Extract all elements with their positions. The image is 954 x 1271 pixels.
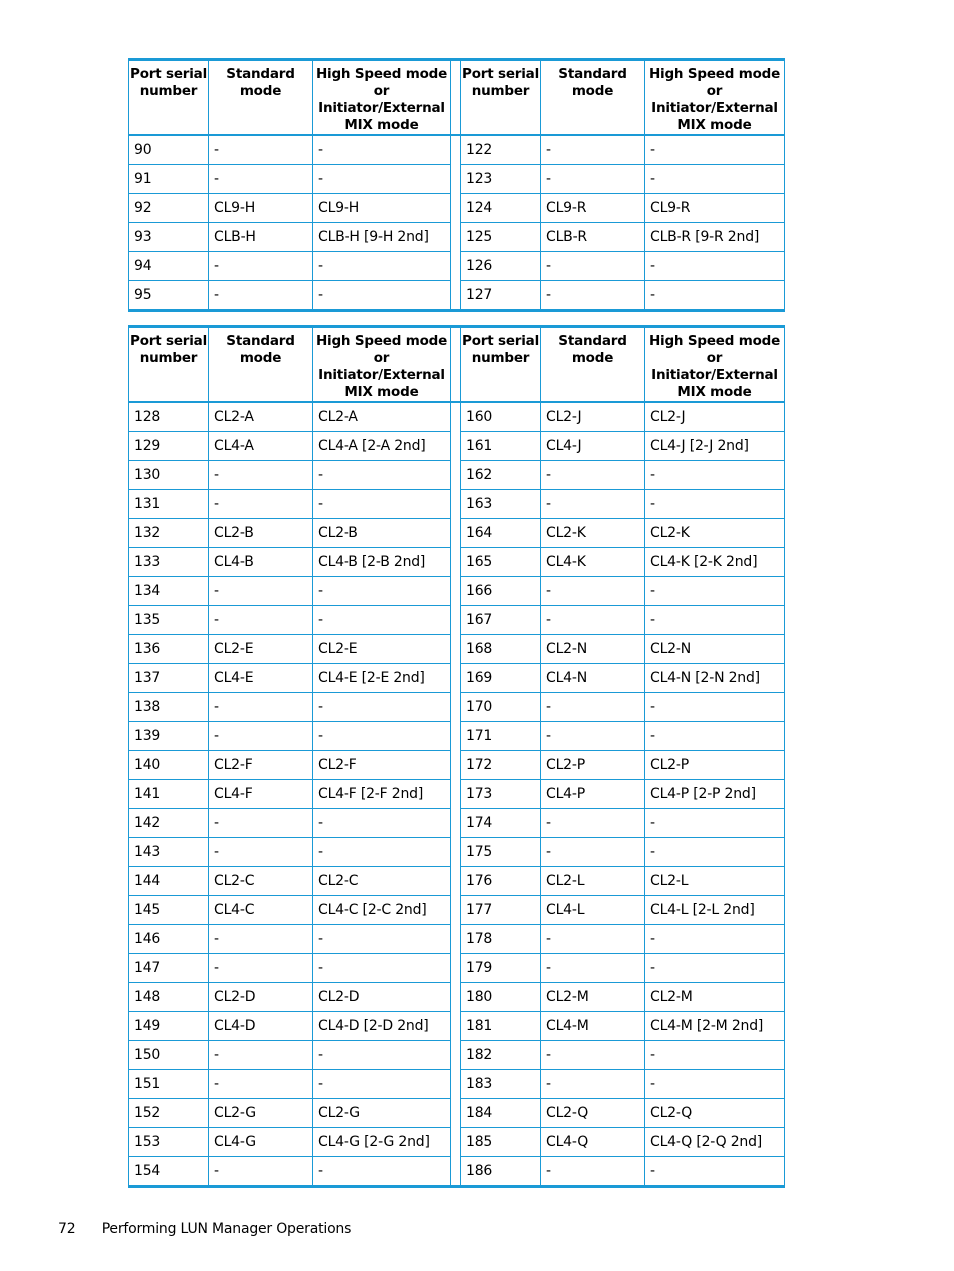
standard-mode-cell: CL2-D (209, 983, 313, 1012)
high-speed-mode-cell: CL4-G [2-G 2nd] (313, 1128, 451, 1157)
standard-mode-cell: CL2-E (209, 635, 313, 664)
standard-mode-cell: - (209, 693, 313, 722)
standard-mode-cell: - (541, 165, 645, 194)
port-serial-cell: 134 (129, 577, 209, 606)
column-gap (451, 461, 461, 490)
high-speed-mode-cell: CL9-R (645, 194, 785, 223)
high-speed-mode-cell: - (645, 925, 785, 954)
table-row (129, 896, 785, 925)
standard-mode-cell: - (541, 809, 645, 838)
table-row (129, 693, 785, 722)
high-speed-mode-cell: CL4-E [2-E 2nd] (313, 664, 451, 693)
port-serial-cell: 127 (461, 281, 541, 311)
high-speed-mode-cell: CL4-D [2-D 2nd] (313, 1012, 451, 1041)
table-row (129, 867, 785, 896)
high-speed-mode-cell: CL2-A (313, 402, 451, 432)
table-row (129, 548, 785, 577)
port-serial-cell: 94 (129, 252, 209, 281)
table-row (129, 432, 785, 461)
high-speed-mode-cell: CL4-C [2-C 2nd] (313, 896, 451, 925)
high-speed-mode-cell: CL2-E (313, 635, 451, 664)
port-serial-cell: 166 (461, 577, 541, 606)
standard-mode-cell: - (209, 1157, 313, 1187)
port-serial-cell: 165 (461, 548, 541, 577)
column-gap (451, 519, 461, 548)
column-gap (451, 606, 461, 635)
standard-mode-cell: - (541, 693, 645, 722)
high-speed-mode-cell: - (313, 838, 451, 867)
standard-mode-cell: - (209, 838, 313, 867)
header-port-serial-number: Port serial number (461, 327, 541, 403)
port-serial-cell: 162 (461, 461, 541, 490)
standard-mode-cell: - (209, 252, 313, 281)
port-serial-cell: 142 (129, 809, 209, 838)
standard-mode-cell: CL2-K (541, 519, 645, 548)
port-serial-cell: 163 (461, 490, 541, 519)
standard-mode-cell: CL4-M (541, 1012, 645, 1041)
port-serial-cell: 135 (129, 606, 209, 635)
standard-mode-cell: - (209, 1041, 313, 1070)
port-serial-cell: 186 (461, 1157, 541, 1187)
port-serial-cell: 181 (461, 1012, 541, 1041)
port-serial-cell: 154 (129, 1157, 209, 1187)
table-row (129, 490, 785, 519)
high-speed-mode-cell: - (313, 281, 451, 311)
column-gap (451, 577, 461, 606)
standard-mode-cell: - (209, 1070, 313, 1099)
column-gap (451, 402, 461, 432)
standard-mode-cell: - (209, 925, 313, 954)
high-speed-mode-cell: CL2-C (313, 867, 451, 896)
standard-mode-cell: - (541, 1070, 645, 1099)
column-gap (451, 1041, 461, 1070)
high-speed-mode-cell: CL4-J [2-J 2nd] (645, 432, 785, 461)
high-speed-mode-cell: CL2-N (645, 635, 785, 664)
column-gap (451, 838, 461, 867)
standard-mode-cell: CL2-C (209, 867, 313, 896)
standard-mode-cell: - (541, 1041, 645, 1070)
table-row (129, 281, 785, 311)
standard-mode-cell: - (209, 606, 313, 635)
standard-mode-cell: - (209, 954, 313, 983)
high-speed-mode-cell: CLB-R [9-R 2nd] (645, 223, 785, 252)
high-speed-mode-cell: CL2-L (645, 867, 785, 896)
page-number: 72 (58, 1221, 76, 1237)
standard-mode-cell: - (541, 1157, 645, 1187)
header-standard-mode: Standard mode (541, 327, 645, 403)
high-speed-mode-cell: - (645, 577, 785, 606)
high-speed-mode-cell: CL4-K [2-K 2nd] (645, 548, 785, 577)
column-gap (451, 693, 461, 722)
port-serial-cell: 147 (129, 954, 209, 983)
port-serial-cell: 122 (461, 135, 541, 165)
standard-mode-cell: - (541, 281, 645, 311)
high-speed-mode-cell: - (313, 490, 451, 519)
table-row (129, 577, 785, 606)
standard-mode-cell: CL4-C (209, 896, 313, 925)
port-serial-cell: 151 (129, 1070, 209, 1099)
column-gap (451, 809, 461, 838)
table-row (129, 252, 785, 281)
table-row (129, 722, 785, 751)
high-speed-mode-cell: - (645, 693, 785, 722)
column-gap (451, 1012, 461, 1041)
table-row (129, 780, 785, 809)
standard-mode-cell: CL2-B (209, 519, 313, 548)
port-serial-cell: 93 (129, 223, 209, 252)
standard-mode-cell: - (209, 722, 313, 751)
column-gap (451, 751, 461, 780)
port-serial-cell: 150 (129, 1041, 209, 1070)
port-serial-cell: 143 (129, 838, 209, 867)
high-speed-mode-cell: CL2-M (645, 983, 785, 1012)
standard-mode-cell: CL4-K (541, 548, 645, 577)
high-speed-mode-cell: CL2-D (313, 983, 451, 1012)
table-row (129, 983, 785, 1012)
port-mapping-table-2 (128, 325, 785, 1188)
standard-mode-cell: CLB-H (209, 223, 313, 252)
high-speed-mode-cell: CL4-N [2-N 2nd] (645, 664, 785, 693)
table-row (129, 402, 785, 432)
table-row (129, 751, 785, 780)
standard-mode-cell: CL9-H (209, 194, 313, 223)
standard-mode-cell: CL2-A (209, 402, 313, 432)
standard-mode-cell: CL9-R (541, 194, 645, 223)
port-serial-cell: 176 (461, 867, 541, 896)
port-serial-cell: 180 (461, 983, 541, 1012)
standard-mode-cell: - (209, 577, 313, 606)
port-serial-cell: 123 (461, 165, 541, 194)
port-serial-cell: 91 (129, 165, 209, 194)
table-row (129, 194, 785, 223)
column-gap (451, 867, 461, 896)
port-serial-cell: 172 (461, 751, 541, 780)
standard-mode-cell: CL4-L (541, 896, 645, 925)
column-gap (451, 135, 461, 165)
standard-mode-cell: CL4-E (209, 664, 313, 693)
header-port-serial-number: Port serial number (129, 327, 209, 403)
standard-mode-cell: - (209, 135, 313, 165)
port-serial-cell: 145 (129, 896, 209, 925)
column-gap (451, 1099, 461, 1128)
high-speed-mode-cell: CL2-F (313, 751, 451, 780)
port-serial-cell: 130 (129, 461, 209, 490)
port-serial-cell: 148 (129, 983, 209, 1012)
table-row (129, 1041, 785, 1070)
table-row (129, 1128, 785, 1157)
high-speed-mode-cell: CL4-F [2-F 2nd] (313, 780, 451, 809)
port-serial-cell: 177 (461, 896, 541, 925)
port-serial-cell: 169 (461, 664, 541, 693)
table-row (129, 664, 785, 693)
column-gap (451, 983, 461, 1012)
standard-mode-cell: CL4-B (209, 548, 313, 577)
port-serial-cell: 92 (129, 194, 209, 223)
port-serial-cell: 161 (461, 432, 541, 461)
column-gap (451, 281, 461, 311)
high-speed-mode-cell: - (313, 606, 451, 635)
table-row (129, 519, 785, 548)
high-speed-mode-cell: CL2-J (645, 402, 785, 432)
high-speed-mode-cell: - (313, 461, 451, 490)
high-speed-mode-cell: CL4-A [2-A 2nd] (313, 432, 451, 461)
high-speed-mode-cell: CL4-B [2-B 2nd] (313, 548, 451, 577)
standard-mode-cell: CL4-J (541, 432, 645, 461)
port-serial-cell: 140 (129, 751, 209, 780)
table-row (129, 954, 785, 983)
port-serial-cell: 132 (129, 519, 209, 548)
high-speed-mode-cell: - (645, 252, 785, 281)
high-speed-mode-cell: - (313, 1157, 451, 1187)
standard-mode-cell: - (209, 809, 313, 838)
port-serial-cell: 182 (461, 1041, 541, 1070)
standard-mode-cell: CL4-G (209, 1128, 313, 1157)
high-speed-mode-cell: CL2-P (645, 751, 785, 780)
table-row (129, 606, 785, 635)
standard-mode-cell: CL4-Q (541, 1128, 645, 1157)
header-standard-mode: Standard mode (541, 60, 645, 136)
column-gap (451, 223, 461, 252)
table-header-row (129, 327, 785, 403)
standard-mode-cell: - (209, 490, 313, 519)
port-serial-cell: 136 (129, 635, 209, 664)
standard-mode-cell: - (541, 606, 645, 635)
port-serial-cell: 131 (129, 490, 209, 519)
port-serial-cell: 144 (129, 867, 209, 896)
port-serial-cell: 174 (461, 809, 541, 838)
high-speed-mode-cell: CL4-M [2-M 2nd] (645, 1012, 785, 1041)
high-speed-mode-cell: CL2-K (645, 519, 785, 548)
high-speed-mode-cell: - (313, 135, 451, 165)
column-gap (451, 60, 461, 136)
port-serial-cell: 128 (129, 402, 209, 432)
high-speed-mode-cell: CL4-L [2-L 2nd] (645, 896, 785, 925)
table-row (129, 1070, 785, 1099)
high-speed-mode-cell: - (313, 252, 451, 281)
high-speed-mode-cell: - (645, 461, 785, 490)
column-gap (451, 252, 461, 281)
port-serial-cell: 149 (129, 1012, 209, 1041)
header-high-speed-mode: High Speed mode or Initiator/External MIX mode (645, 327, 785, 403)
high-speed-mode-cell: CL9-H (313, 194, 451, 223)
port-serial-cell: 179 (461, 954, 541, 983)
port-serial-cell: 164 (461, 519, 541, 548)
high-speed-mode-cell: - (645, 165, 785, 194)
high-speed-mode-cell: - (645, 838, 785, 867)
port-serial-cell: 168 (461, 635, 541, 664)
high-speed-mode-cell: - (313, 577, 451, 606)
column-gap (451, 722, 461, 751)
standard-mode-cell: CL4-A (209, 432, 313, 461)
port-serial-cell: 137 (129, 664, 209, 693)
port-serial-cell: 129 (129, 432, 209, 461)
header-port-serial-number: Port serial number (129, 60, 209, 136)
column-gap (451, 165, 461, 194)
standard-mode-cell: CL2-Q (541, 1099, 645, 1128)
standard-mode-cell: CL4-P (541, 780, 645, 809)
high-speed-mode-cell: - (645, 135, 785, 165)
high-speed-mode-cell: CL2-B (313, 519, 451, 548)
port-serial-cell: 153 (129, 1128, 209, 1157)
header-standard-mode: Standard mode (209, 60, 313, 136)
port-serial-cell: 175 (461, 838, 541, 867)
standard-mode-cell: - (541, 722, 645, 751)
column-gap (451, 1070, 461, 1099)
column-gap (451, 432, 461, 461)
standard-mode-cell: CL2-M (541, 983, 645, 1012)
table-row (129, 461, 785, 490)
column-gap (451, 925, 461, 954)
port-serial-cell: 139 (129, 722, 209, 751)
port-serial-cell: 167 (461, 606, 541, 635)
port-serial-cell: 124 (461, 194, 541, 223)
port-serial-cell: 152 (129, 1099, 209, 1128)
table-row (129, 809, 785, 838)
table-row (129, 925, 785, 954)
high-speed-mode-cell: - (313, 693, 451, 722)
standard-mode-cell: CL2-N (541, 635, 645, 664)
port-serial-cell: 126 (461, 252, 541, 281)
table-row (129, 838, 785, 867)
port-serial-cell: 146 (129, 925, 209, 954)
page-footer (58, 1221, 351, 1237)
port-serial-cell: 90 (129, 135, 209, 165)
section-title: Performing LUN Manager Operations (101, 1221, 352, 1237)
port-serial-cell: 184 (461, 1099, 541, 1128)
port-serial-cell: 178 (461, 925, 541, 954)
column-gap (451, 635, 461, 664)
standard-mode-cell: CL4-D (209, 1012, 313, 1041)
high-speed-mode-cell: - (645, 809, 785, 838)
high-speed-mode-cell: - (645, 722, 785, 751)
high-speed-mode-cell: - (313, 954, 451, 983)
standard-mode-cell: - (541, 954, 645, 983)
standard-mode-cell: - (209, 461, 313, 490)
port-serial-cell: 125 (461, 223, 541, 252)
standard-mode-cell: CLB-R (541, 223, 645, 252)
column-gap (451, 780, 461, 809)
high-speed-mode-cell: - (645, 281, 785, 311)
standard-mode-cell: - (209, 281, 313, 311)
port-serial-cell: 141 (129, 780, 209, 809)
standard-mode-cell: CL2-G (209, 1099, 313, 1128)
high-speed-mode-cell: - (645, 606, 785, 635)
port-serial-cell: 183 (461, 1070, 541, 1099)
column-gap (451, 548, 461, 577)
standard-mode-cell: - (541, 838, 645, 867)
header-high-speed-mode: High Speed mode or Initiator/External MIX mode (313, 327, 451, 403)
port-serial-cell: 185 (461, 1128, 541, 1157)
high-speed-mode-cell: - (313, 165, 451, 194)
table-header-row (129, 60, 785, 136)
high-speed-mode-cell: - (645, 1070, 785, 1099)
column-gap (451, 664, 461, 693)
high-speed-mode-cell: - (645, 954, 785, 983)
header-high-speed-mode: High Speed mode or Initiator/External MIX mode (645, 60, 785, 136)
standard-mode-cell: - (541, 135, 645, 165)
column-gap (451, 1157, 461, 1187)
standard-mode-cell: CL4-F (209, 780, 313, 809)
port-mapping-table-1 (128, 58, 785, 312)
table-row (129, 223, 785, 252)
high-speed-mode-cell: CLB-H [9-H 2nd] (313, 223, 451, 252)
column-gap (451, 896, 461, 925)
table-row (129, 635, 785, 664)
standard-mode-cell: CL2-J (541, 402, 645, 432)
standard-mode-cell: - (541, 252, 645, 281)
standard-mode-cell: CL2-P (541, 751, 645, 780)
port-serial-cell: 171 (461, 722, 541, 751)
high-speed-mode-cell: CL4-Q [2-Q 2nd] (645, 1128, 785, 1157)
table-row (129, 1157, 785, 1187)
column-gap (451, 1128, 461, 1157)
high-speed-mode-cell: - (313, 809, 451, 838)
header-port-serial-number: Port serial number (461, 60, 541, 136)
high-speed-mode-cell: CL2-Q (645, 1099, 785, 1128)
column-gap (451, 194, 461, 223)
high-speed-mode-cell: - (645, 1157, 785, 1187)
port-serial-cell: 160 (461, 402, 541, 432)
port-serial-cell: 138 (129, 693, 209, 722)
column-gap (451, 954, 461, 983)
port-serial-cell: 95 (129, 281, 209, 311)
high-speed-mode-cell: - (313, 925, 451, 954)
table-row (129, 1012, 785, 1041)
standard-mode-cell: - (541, 925, 645, 954)
table-row (129, 1099, 785, 1128)
high-speed-mode-cell: CL2-G (313, 1099, 451, 1128)
high-speed-mode-cell: - (313, 1041, 451, 1070)
header-high-speed-mode: High Speed mode or Initiator/External MIX mode (313, 60, 451, 136)
standard-mode-cell: - (541, 461, 645, 490)
table-row (129, 165, 785, 194)
port-serial-cell: 133 (129, 548, 209, 577)
high-speed-mode-cell: - (313, 1070, 451, 1099)
high-speed-mode-cell: - (645, 490, 785, 519)
port-serial-cell: 173 (461, 780, 541, 809)
column-gap (451, 327, 461, 403)
standard-mode-cell: - (541, 490, 645, 519)
standard-mode-cell: CL2-F (209, 751, 313, 780)
port-serial-cell: 170 (461, 693, 541, 722)
standard-mode-cell: CL2-L (541, 867, 645, 896)
high-speed-mode-cell: - (313, 722, 451, 751)
table-row (129, 135, 785, 165)
standard-mode-cell: - (209, 165, 313, 194)
header-standard-mode: Standard mode (209, 327, 313, 403)
column-gap (451, 490, 461, 519)
standard-mode-cell: - (541, 577, 645, 606)
standard-mode-cell: CL4-N (541, 664, 645, 693)
high-speed-mode-cell: CL4-P [2-P 2nd] (645, 780, 785, 809)
high-speed-mode-cell: - (645, 1041, 785, 1070)
